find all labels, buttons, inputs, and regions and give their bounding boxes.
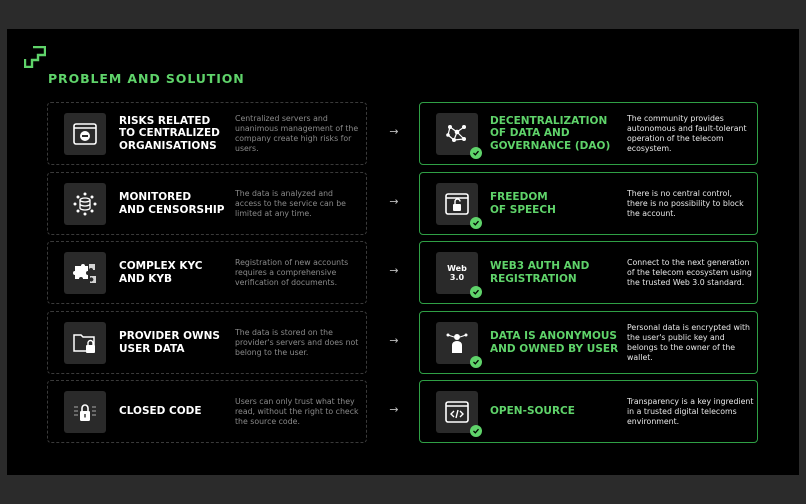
check-icon	[470, 217, 482, 229]
solution-title: DATA IS ANONYMOUS AND OWNED BY USER	[490, 330, 619, 355]
network-nodes-icon	[436, 113, 478, 155]
web3-icon-version: 3.0	[449, 273, 465, 282]
problem-card	[47, 102, 367, 165]
check-icon	[470, 286, 482, 298]
puzzle-icon	[64, 252, 106, 294]
blocked-window-icon	[64, 113, 106, 155]
solution-text: Personal data is encrypted with the user's public key and belongs to the owner of the wallet.	[627, 322, 750, 362]
web3-icon-label: Web	[447, 264, 467, 273]
solution-text: Transparency is a key ingredient in a trusted digital telecoms environment.	[627, 396, 754, 426]
solution-card	[419, 380, 758, 443]
problem-title: PROVIDER OWNS USER DATA	[119, 330, 220, 355]
arrow-right-icon: →	[389, 195, 399, 208]
solution-title: OPEN-SOURCE	[490, 405, 575, 418]
arrow-right-icon: →	[389, 403, 399, 416]
locked-folder-icon	[64, 322, 106, 364]
padlock-icon	[64, 391, 106, 433]
anonymous-user-icon	[436, 322, 478, 364]
comparison-row	[7, 311, 799, 374]
solution-title: FREEDOM OF SPEECH	[490, 191, 556, 216]
brand-logo-icon	[24, 46, 46, 68]
problem-card	[47, 172, 367, 235]
problem-text: The data is stored on the provider's servers and does not belong to the user.	[235, 327, 359, 357]
comparison-row	[7, 172, 799, 235]
unlocked-window-icon	[436, 183, 478, 225]
problem-card	[47, 311, 367, 374]
solution-text: Connect to the next generation of the telecom ecosystem using the trusted Web 3.0 standard.	[627, 257, 752, 287]
arrow-right-icon: →	[389, 264, 399, 277]
solution-card	[419, 102, 758, 165]
problem-text: Centralized servers and unanimous management of the company create high risks for users.	[235, 113, 359, 153]
web3-icon	[436, 252, 478, 294]
comparison-row	[7, 241, 799, 304]
problem-card	[47, 380, 367, 443]
problem-text: Users can only trust what they read, without the right to check the source code.	[235, 396, 359, 426]
database-hub-icon	[64, 183, 106, 225]
check-icon	[470, 425, 482, 437]
arrow-right-icon: →	[389, 125, 399, 138]
problem-text: Registration of new accounts requires a comprehensive verification of documents.	[235, 257, 349, 287]
slide	[7, 29, 799, 475]
problem-title: MONITORED AND CENSORSHIP	[119, 191, 225, 216]
problem-title: CLOSED CODE	[119, 405, 202, 418]
solution-card	[419, 311, 758, 374]
check-icon	[470, 147, 482, 159]
comparison-row	[7, 102, 799, 165]
problem-title: COMPLEX KYC AND KYB	[119, 260, 203, 285]
solution-text: The community provides autonomous and fault-tolerant operation of the telecom ecosystem.	[627, 113, 747, 153]
solution-text: There is no central control, there is no possibility to block the account.	[627, 188, 744, 218]
arrow-right-icon: →	[389, 334, 399, 347]
problem-text: The data is analyzed and access to the service can be limited at any time.	[235, 188, 346, 218]
comparison-row	[7, 380, 799, 443]
check-icon	[470, 356, 482, 368]
problem-title: RISKS RELATED TO CENTRALIZED ORGANISATIONS	[119, 114, 220, 152]
code-window-icon	[436, 391, 478, 433]
solution-card	[419, 172, 758, 235]
problem-card	[47, 241, 367, 304]
page-title: PROBLEM AND SOLUTION	[48, 71, 245, 86]
solution-title: DECENTRALIZATION OF DATA AND GOVERNANCE (DAO)	[490, 114, 611, 152]
solution-title: WEB3 AUTH AND REGISTRATION	[490, 260, 590, 285]
solution-card	[419, 241, 758, 304]
